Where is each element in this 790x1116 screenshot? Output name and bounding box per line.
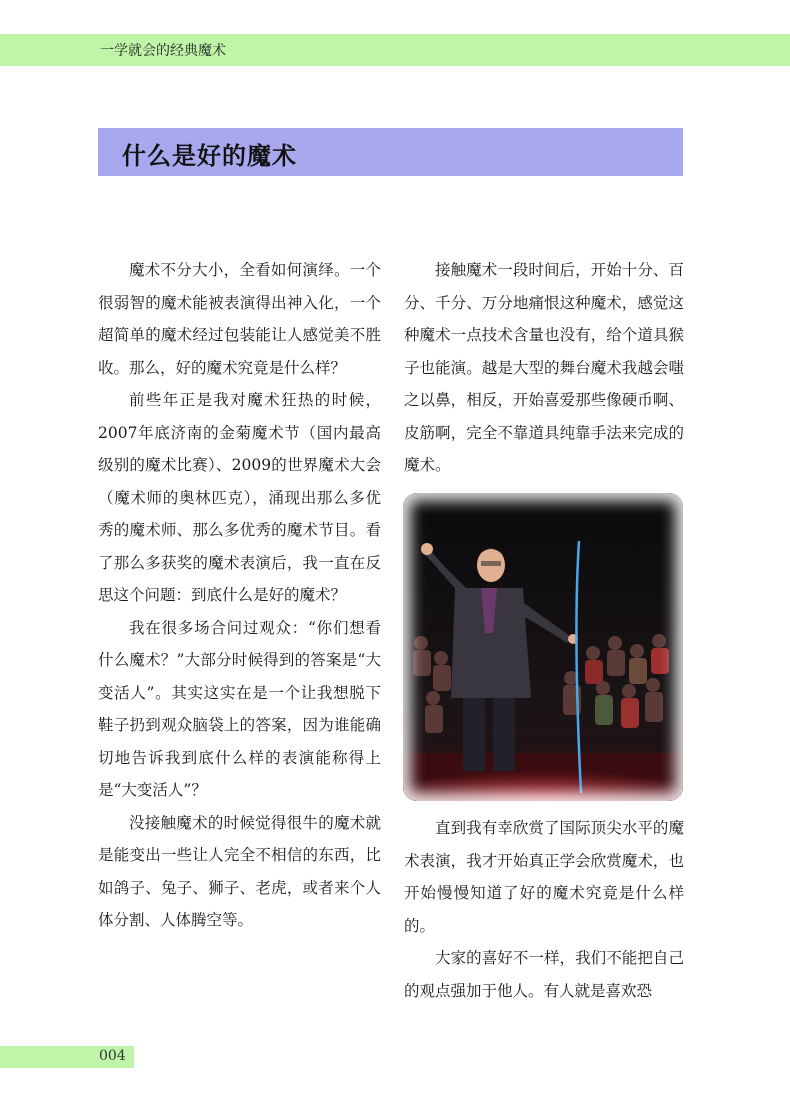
paragraph: 前些年正是我对魔术狂热的时候，2007年底济南的金菊魔术节（国内最高级别的魔术比赛）、2009的世界魔术大会（魔术师的奥林匹克），涌现出那么多优秀的魔术师、那么多优秀的魔术节目。看了那么多获奖的魔术表演后，我一直在反思这个问题：到底什么是好的魔术？ (98, 391, 381, 604)
right-column-bottom (404, 812, 684, 1007)
paragraph: 我在很多场合问过观众：“你们想看什么魔术？”大部分时候得到的答案是“大变活人”。其实这实在是一个让我想脱下鞋子扔到观众脑袋上的答案，因为谁能确切地告诉我到底什么样的表演能称得上是“大变活人”？ (98, 618, 381, 799)
paragraph: 接触魔术一段时间后，开始十分、百分、千分、万分地痛恨这种魔术，感觉这种魔术一点技术含量也没有，给个道具猴子也能演。越是大型的舞台魔术我越会嗤之以鼻，相反，开始喜爱那些像硬币啊、皮筋啊，完全不靠道具纯靠手法来完成的魔术。 (404, 261, 684, 474)
paragraph: 直到我有幸欣赏了国际顶尖水平的魔术表演，我才开始真正学会欣赏魔术，也开始慢慢知道了好的魔术究竟是什么样的。 (404, 819, 684, 935)
paragraph: 魔术不分大小，全看如何演绎。一个很弱智的魔术能被表演得出神入化，一个超简单的魔术经过包装能让人感觉美不胜收。那么，好的魔术究竟是什么样？ (98, 261, 381, 377)
right-column-top (404, 254, 684, 482)
section-title: 什么是好的魔术 (122, 141, 297, 170)
paragraph: 大家的喜好不一样，我们不能把自己的观点强加于他人。有人就是喜欢恐 (404, 949, 684, 1000)
paragraph: 没接触魔术的时候觉得很牛的魔术就是能变出一些让人完全不相信的东西，比如鸽子、兔子、狮子、老虎，或者来个人体分割、人体腾空等。 (98, 813, 381, 929)
book-title: 一学就会的经典魔术 (100, 43, 226, 59)
left-column (98, 254, 381, 937)
magician-photo (403, 493, 683, 801)
photo-illustration (403, 493, 683, 801)
page-number: 004 (99, 1048, 126, 1064)
